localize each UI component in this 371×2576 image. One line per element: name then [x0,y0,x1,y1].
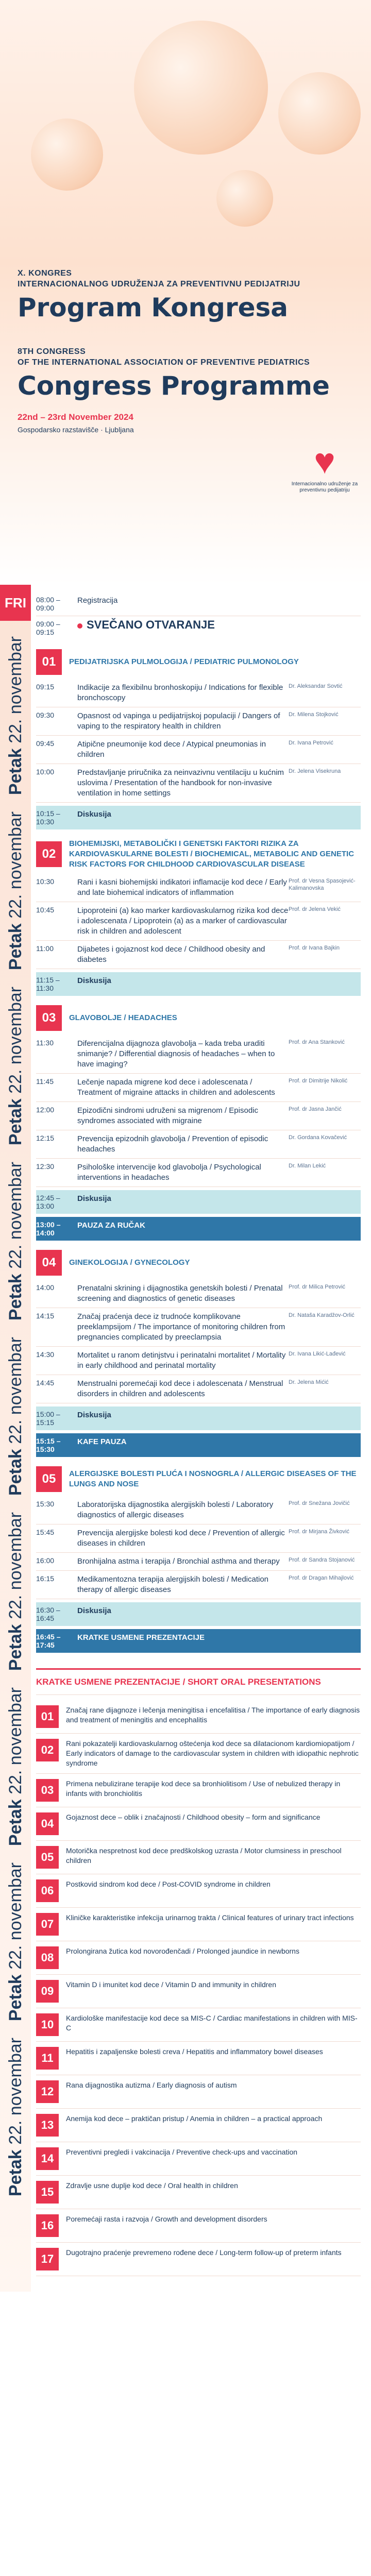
day-label [7,987,24,1145]
presentation-number: 06 [36,1879,59,1902]
row-title [77,1039,289,1070]
programme-row [36,941,361,969]
row-title-text: Lipoproteini (a) kao marker kardiovaskularnog rizika kod dece i adolescenata / Lipoprotein (a) as a marker of cardiovascular risk in children and adolescent [77,906,289,936]
row-time: 15:30 [36,1500,55,1508]
bullet-icon [77,623,82,629]
programme-row [36,1130,361,1159]
presentation-title: Motorička nespretnost kod dece predškolskog uzrasta / Motor clumsiness in preschool children [66,1846,342,1865]
session-header [36,1005,361,1031]
programme-row [36,764,361,803]
row-time: 16:30 – 16:45 [36,1606,60,1622]
row-title [77,1134,289,1155]
presentation-item [36,1941,361,1975]
presentation-item [36,1734,361,1774]
programme-row [36,806,361,829]
row-time: 11:45 [36,1077,54,1086]
programme-row [36,1190,361,1214]
row-title [77,1410,289,1420]
session-title: GLAVOBOLJE / HEADACHES [69,1013,177,1022]
programme-row [36,1347,361,1375]
row-title [77,1437,289,1447]
programme-row [36,592,361,616]
row-title-text: Medikamentozna terapija alergijskih bolesti / Medication therapy of allergic diseases [77,1575,269,1594]
day-label [7,2038,24,2196]
day-date: 22. novembar [6,1862,25,1970]
presentation-title: Hepatitis i zapaljenske bolesti creva / Hepatitis and inflammatory bowel diseases [66,2047,323,2056]
row-title [77,768,289,799]
day-tag: FRI [0,585,31,621]
title-block [18,268,347,434]
programme-row [36,1102,361,1130]
row-title [77,683,289,703]
day-date: 22. novembar [6,987,25,1094]
session-title: ALERGIJSKE BOLESTI PLUĆA I NOSNOGRLA / ALLERGIC DISEASES OF THE LUNGS AND NOSE [69,1469,357,1488]
row-title [77,1528,289,1549]
presentation-item [36,1975,361,2008]
day-date: 22. novembar [6,1687,25,1794]
row-speaker: Dr. Jelena Mićić [289,1379,329,1385]
row-time: 16:45 – 17:45 [36,1633,61,1649]
programme-row [36,1629,361,1653]
presentation-title: Kliničke karakteristike infekcija urinarnog trakta / Clinical features of urinary tract infections [66,1913,354,1922]
session-number: 04 [36,1250,62,1276]
programme-row [36,736,361,764]
organisation-en: OF THE INTERNATIONAL ASSOCIATION OF PREVENTIVE PEDIATRICS [18,358,310,367]
row-title-text: Diskusija [77,1411,111,1419]
organisation-si: INTERNACIONALNOG UDRUŽENJA ZA PREVENTIVNU PEDIJATRIJU [18,280,300,289]
row-time: 12:30 [36,1162,55,1171]
row-time: 12:15 [36,1134,55,1142]
session-number: 02 [36,841,62,867]
row-title-text: Diskusija [77,1194,111,1203]
row-speaker: Prof. dr Ivana Bajkin [289,945,340,951]
row-time: 09:15 [36,683,55,691]
row-title [77,1106,289,1126]
row-title [77,620,289,630]
row-speaker: Prof. dr Jasna Jančić [289,1106,342,1112]
session-header [36,1466,361,1492]
row-title-text: Diferencijalna dijagnoza glavobolja – kada treba uraditi snimanje? / Differential diagnosis of headaches – when to have imaging? [77,1039,275,1069]
row-speaker: Dr. Jelena Visekruna [289,768,341,774]
presentation-title: Značaj rane dijagnoze i lečenja meningitisa i encefalitisa / The importance of early diagnosis and treatment of meningitis and encephalitis [66,1706,360,1724]
presentation-item [36,2243,361,2276]
row-speaker: Prof. dr Snežana Jovičić [289,1500,350,1506]
presentation-number: 07 [36,1913,59,1936]
programme-row [36,1553,361,1571]
row-time: 10:30 [36,877,55,886]
row-title-text: Menstrualni poremećaji kod dece i adolescenata / Menstrual disorders in children and adolescents [77,1379,283,1398]
programme-row [36,1406,361,1430]
presentation-title: Prolongirana žutica kod novorođenčadi / Prolonged jaundice in newborns [66,1947,299,1955]
row-time: 15:15 – 15:30 [36,1437,61,1453]
presentation-item [36,1874,361,1908]
session-header [36,649,361,675]
programme-row [36,874,361,902]
row-time: 14:30 [36,1350,55,1359]
row-speaker: Prof. dr Vesna Spasojević-Kalimanovska [289,878,356,891]
congress-dates: 22nd – 23rd November 2024 [18,412,133,422]
presentation-number: 05 [36,1846,59,1869]
presentation-number: 16 [36,2214,59,2237]
row-title [77,944,289,965]
row-title [77,1574,289,1595]
presentation-title: Kardiološke manifestacije kod dece sa MIS-C / Cardiac manifestations in children with MIS-C [66,2014,358,2032]
presentation-number: 14 [36,2147,59,2170]
session-title: PEDIJATRIJSKA PULMOLOGIJA / PEDIATRIC PULMONOLOGY [69,657,299,666]
decorative-orb [216,170,273,227]
session-header [36,1250,361,1276]
presentation-title: Rana dijagnostika autizma / Early diagnosis of autism [66,2081,237,2089]
day-label [7,1862,24,2021]
programme-row [36,1602,361,1626]
row-time: 14:00 [36,1283,55,1292]
presentation-item [36,2008,361,2042]
programme-title-si: Program Kongresa [18,293,289,323]
day-programme [0,585,371,2292]
row-title-text: Psihološke intervencije kod glavobolja / Psychological interventions in headaches [77,1163,261,1182]
row-title-text: KAFE PAUZA [77,1437,127,1446]
row-speaker: Dr. Milan Lekić [289,1163,326,1169]
programme-title-en: Congress Programme [18,371,330,401]
programme-row [36,1159,361,1187]
programme-row [36,707,361,736]
programme-row [36,1496,361,1524]
day-date: 22. novembar [6,1512,25,1619]
presentation-title: Postkovid sindrom kod dece / Post-COVID syndrome in children [66,1880,271,1888]
presentation-title: Rani pokazatelji kardiovaskularnog oštećenja kod dece sa dilatacionom kardiomiopatijom / Early indicators of damage to the cardiovascular system in children with idiopathic nephrotic syndrome [66,1739,359,1767]
presentation-number: 12 [36,2080,59,2103]
row-title-text: Indikacije za flexibilnu bronhoskopiju / Indications for flexible bronchoscopy [77,683,283,702]
row-title [77,1350,289,1371]
spacer [36,585,361,592]
row-title-text: Dijabetes i gojaznost kod dece / Childhood obesity and diabetes [77,945,265,964]
day-weekday: Petak [6,1444,25,1496]
programme-row [36,1524,361,1553]
presentation-item [36,2109,361,2142]
row-time: 11:15 – 11:30 [36,976,60,992]
day-weekday: Petak [6,1969,25,2022]
presentation-number: 03 [36,1779,59,1802]
presentation-number: 17 [36,2248,59,2270]
presentation-number: 10 [36,2013,59,2036]
session-number: 03 [36,1005,62,1031]
presentation-title: Anemija kod dece – praktičan pristup / Anemia in children – a practical approach [66,2114,323,2123]
programme-row [36,1074,361,1102]
presentation-item [36,2209,361,2243]
row-title-text: Diskusija [77,1606,111,1615]
row-title [77,809,289,820]
presentation-number: 02 [36,1739,59,1761]
association-logo [289,443,361,494]
day-date: 22. novembar [6,636,25,743]
row-title [77,976,289,986]
row-title [77,1312,289,1343]
row-speaker: Prof. dr Sandra Stojanović [289,1557,355,1563]
presentation-number: 15 [36,2181,59,2204]
decorative-orb [278,72,361,155]
row-title [77,1162,289,1183]
day-weekday: Petak [6,918,25,971]
day-weekday: Petak [6,2144,25,2197]
row-time: 11:30 [36,1039,54,1047]
row-speaker: Dr. Aleksandar Sovtić [289,683,343,689]
presentation-item [36,2142,361,2176]
row-time: 15:45 [36,1528,55,1536]
row-time: 16:00 [36,1556,55,1565]
session-number: 01 [36,649,62,675]
presentation-title: Preventivni pregledi i vakcinacija / Preventive check-ups and vaccination [66,2148,298,2156]
row-title-text: PAUZA ZA RUČAK [77,1221,145,1230]
row-time: 10:15 – 10:30 [36,809,60,826]
programme-row [36,616,361,640]
row-title [77,1379,289,1399]
row-speaker: Dr. Gordana Kovačević [289,1134,347,1141]
programme-row [36,1280,361,1308]
programme-row [36,1571,361,1599]
session-title: BIOHEMIJSKI, METABOLIČKI I GENETSKI FAKTORI RIZIKA ZA KARDIOVASKULARNE BOLESTI / BIOCHEMICAL, METABOLIC AND GENETIC RISK FACTORS FOR CHILDHOOD CARDIOVASCULAR DISEASE [69,839,355,869]
row-title-text: Predstavljanje priručnika za neinvazivnu ventilaciju u kućnim uslovima / Presentation of the handbook for non-invasive ventilation in home settings [77,768,284,798]
programme-row [36,1035,361,1074]
row-title-text: Diskusija [77,810,111,819]
row-title [77,1194,289,1204]
presentation-item [36,1908,361,1941]
row-time: 12:45 – 13:00 [36,1194,60,1210]
row-title-text: Epizodični sindromi udruženi sa migrenom / Episodic syndromes associated with migraine [77,1106,258,1125]
row-speaker: Prof. dr Jelena Vekić [289,906,341,912]
row-time: 15:00 – 15:15 [36,1410,60,1427]
row-title [77,906,289,937]
presentation-title: Dugotrajno praćenje prevremeno rođene dece / Long-term follow-up of preterm infants [66,2248,342,2257]
programme-row [36,679,361,707]
presentation-number: 11 [36,2047,59,2070]
row-title-text: Lečenje napada migrene kod dece i adolescenata / Treatment of migraine attacks in children and adolescents [77,1078,275,1097]
row-title [77,1283,289,1304]
programme-list [36,585,361,2292]
presentation-number: 04 [36,1812,59,1835]
day-label [7,811,24,970]
row-title-text: Laboratorijska dijagnostika alergijskih bolesti / Laboratory diagnostics of allergic diseases [77,1500,274,1519]
row-title [77,1500,289,1520]
logo-caption: Internacionalno udruženje za preventivnu pedijatriju [291,481,358,493]
programme-row [36,1308,361,1347]
row-time: 13:00 – 14:00 [36,1221,61,1237]
presentation-title: Primena nebulizirane terapije kod dece sa bronhiolitisom / Use of nebulized therapy in infants with bronchiolitis [66,1780,341,1798]
row-title-text: Rani i kasni biohemijski indikatori inflamacije kod dece / Early and late biohemical indicators of inflammation [77,878,287,897]
session-header [36,839,361,870]
row-title-text: Registracija [77,596,118,605]
row-time: 11:00 [36,944,54,953]
row-title-text: Prevencija alergijske bolesti kod dece / Prevention of allergic diseases in children [77,1529,285,1548]
row-title [77,1606,289,1616]
row-speaker: Dr. Nataša Karadžov-Orlić [289,1312,355,1318]
row-time: 14:45 [36,1379,55,1387]
spacer [36,1656,361,1668]
presentation-number: 09 [36,1980,59,2003]
row-speaker: Prof. dr Dragan Mihajlović [289,1575,354,1581]
programme-row [36,902,361,941]
row-title-text: Prenatalni skrining i dijagnostika genetskih bolesti / Prenatal screening and diagnostics of genetic diseases [77,1284,283,1303]
day-date: 22. novembar [6,2038,25,2145]
row-time: 09:45 [36,739,55,748]
day-label [7,1162,24,1320]
row-title [77,711,289,732]
presentation-number: 08 [36,1946,59,1969]
presentation-number: 01 [36,1705,59,1728]
day-label [7,1337,24,1496]
presentation-number: 13 [36,2114,59,2137]
row-speaker: Dr. Ivana Petrović [289,740,333,746]
row-title [77,1077,289,1098]
row-title [77,596,289,606]
congress-number-si: X. KONGRES [18,269,72,278]
day-weekday: Petak [6,1093,25,1146]
row-title-text: Prevencija epizodnih glavobolja / Prevention of episodic headaches [77,1134,268,1154]
programme-row [36,1217,361,1241]
day-date: 22. novembar [6,1337,25,1444]
day-sidebar [0,585,31,2292]
day-weekday: Petak [6,1619,25,1671]
congress-number-en: 8TH CONGRESS [18,347,86,356]
presentation-item [36,2042,361,2075]
decorative-orb [31,118,103,191]
day-date: 22. novembar [6,1162,25,1269]
row-speaker: Prof. dr Milica Petrović [289,1284,346,1290]
day-label [7,1512,24,1671]
row-speaker: Dr. Milena Stojković [289,711,339,718]
presentation-item [36,1700,361,1734]
day-weekday: Petak [6,1794,25,1846]
row-title [77,1556,289,1567]
row-title-text: KRATKE USMENE PREZENTACIJE [77,1633,205,1642]
day-weekday: Petak [6,1268,25,1321]
row-title-text: Mortalitet u ranom detinjstvu i perinatalni mortalitet / Mortality in early childhood and perinatal mortality [77,1351,286,1370]
presentation-item [36,2075,361,2109]
session-title: GINEKOLOGIJA / GYNECOLOGY [69,1258,190,1267]
row-time: 09:00 – 09:15 [36,620,60,636]
session-number: 05 [36,1466,62,1492]
presentation-title: Poremećaji rasta i razvoja / Growth and development disorders [66,2215,267,2223]
row-time: 16:15 [36,1574,55,1583]
presentation-item [36,2176,361,2209]
presentation-item [36,1807,361,1841]
row-title [77,1633,289,1643]
presentation-item [36,1774,361,1807]
row-title-text: Diskusija [77,976,111,985]
row-speaker: Prof. dr Dimitrije Nikolić [289,1078,348,1084]
row-title-text: Opasnost od vapinga u pedijatrijskoj populaciji / Dangers of vaping to the respiratory health in children [77,711,280,731]
programme-row [36,972,361,996]
row-time: 12:00 [36,1106,55,1114]
row-title-text: Bronhijalna astma i terapija / Bronchial asthma and therapy [77,1557,280,1566]
row-time: 09:30 [36,711,55,719]
row-speaker: Prof. dr Ana Stanković [289,1039,345,1045]
row-title [77,739,289,760]
programme-header [0,0,371,585]
programme-row [36,1375,361,1403]
day-weekday: Petak [6,743,25,795]
row-title [77,877,289,898]
presentation-item [36,1841,361,1874]
presentation-title: Vitamin D i imunitet kod dece / Vitamin D and immunity in children [66,1980,276,1989]
day-label [7,636,24,795]
day-label [7,1687,24,1846]
spacer [36,2276,361,2292]
row-time: 08:00 – 09:00 [36,596,60,612]
row-time: 10:45 [36,906,55,914]
presentation-title: Zdravlje usne duplje kod dece / Oral health in children [66,2181,238,2190]
row-title [77,1221,289,1231]
row-title-text: Atipične pneumonije kod dece / Atypical pneumonias in children [77,740,266,759]
row-speaker: Prof. dr Mirjana Živković [289,1529,349,1535]
row-time: 14:15 [36,1312,55,1320]
short-presentations-heading: KRATKE USMENE PREZENTACIJE / SHORT ORAL PRESENTATIONS [36,1668,361,1695]
row-title-text: Značaj praćenja dece iz trudnoće komplikovane preeklampsijom / The importance of monitoring children from pregnancies complicated by preeclampsia [77,1312,285,1342]
row-speaker: Dr. Ivana Likić-Lađević [289,1351,346,1357]
row-time: 10:00 [36,768,55,776]
day-date: 22. novembar [6,811,25,919]
congress-venue: Gospodarsko razstavišče · Ljubljana [18,426,134,434]
decorative-orb [134,21,268,155]
heart-icon: ♥ [314,441,335,481]
programme-row [36,1433,361,1457]
row-title-text: SVEČANO OTVARANJE [87,618,215,631]
presentation-title: Gojaznost dece – oblik i značajnosti / Childhood obesity – form and significance [66,1813,321,1821]
